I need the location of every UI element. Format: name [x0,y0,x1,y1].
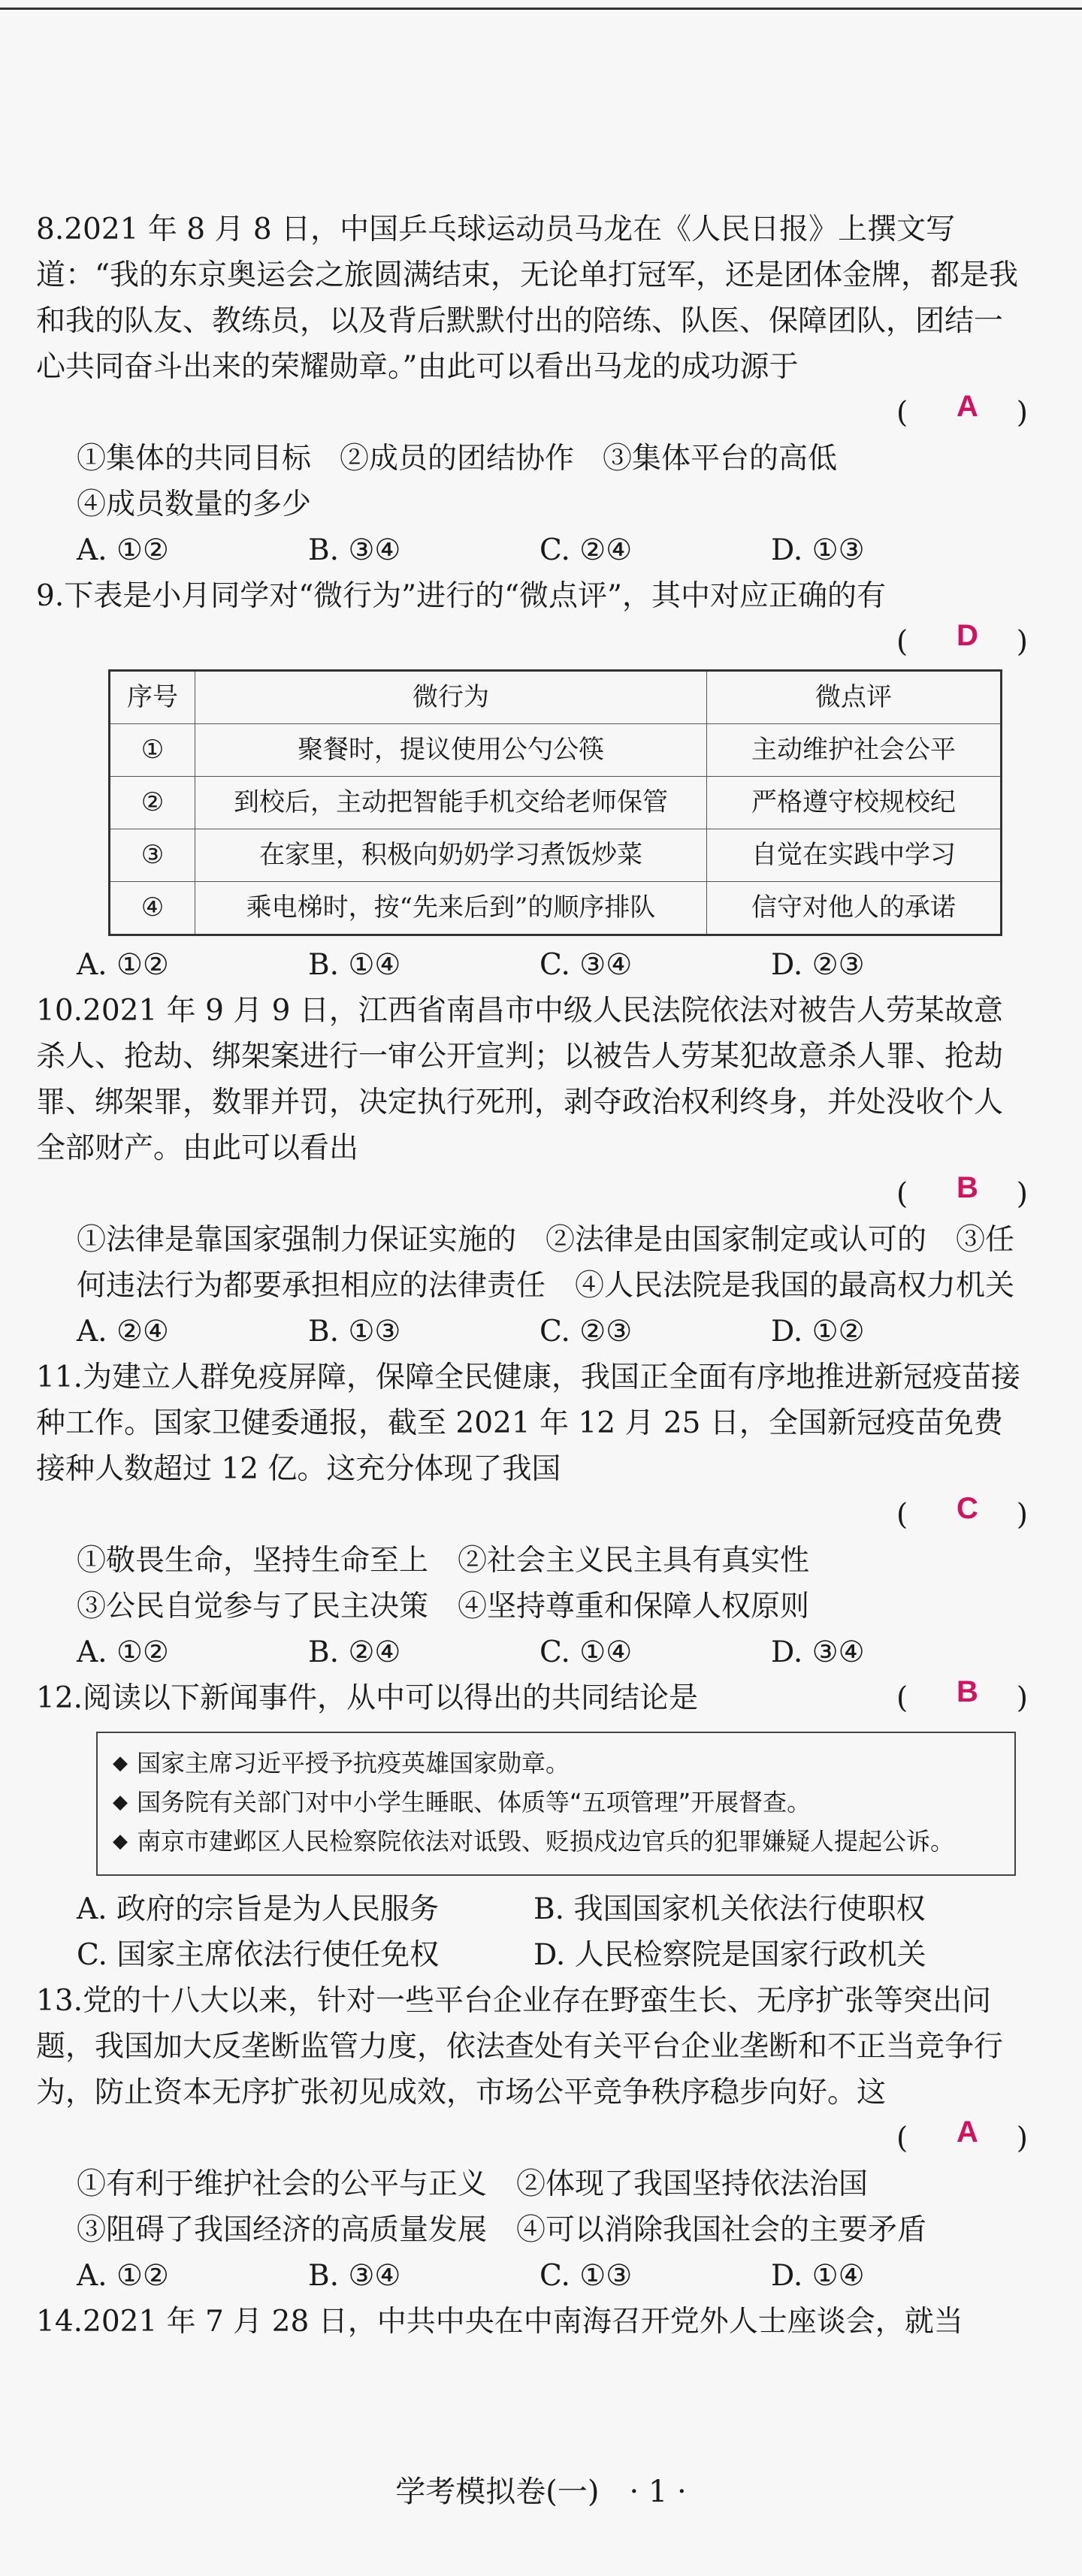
answer-bracket: ( A ) [896,390,1028,436]
statement: ①集体的共同目标 [77,442,312,476]
answer-mark: D [957,619,978,652]
page-footer: 学考模拟卷(一) · 1 · [395,2475,687,2509]
statement: ③集体平台的高低 [603,442,838,476]
table-cell: ① [110,724,195,777]
question-9 [36,573,1028,988]
answer-bracket: ( C ) [896,1492,1028,1538]
news-item: ◆ 南京市建邺区人民检察院依法对诋毁、贬损戍边官兵的犯罪嫌疑人提起公诉。 [113,1822,999,1861]
statements: ③公民自觉参与了民主决策 ④坚持尊重和保障人权原则 [77,1590,810,1623]
option-c: C. ②④ [539,533,633,567]
answer-bracket: ( A ) [896,2115,1028,2161]
table-row [110,829,1002,882]
table-row [110,724,1002,777]
question-10 [36,988,1028,1354]
answer-mark: B [957,1171,978,1204]
question-number: 11. [36,1360,83,1394]
table-cell: 乘电梯时，按“先来后到”的顺序排队 [195,882,707,935]
question-page [36,207,1028,2345]
table-header: 序号 [110,671,195,724]
question-stem: 2021 年 8 月 8 日，中国乒乓球运动员马龙在《人民日报》上撰文写道：“我的东京奥运会之旅圆满结束，无论单打冠军，还是团体金牌，都是我和我的队友、教练员，以及背后默默付出的陪练、队医、保障团队，团结一心共同奋斗出来的荣耀勋章。”由此可以看出马龙的成功源于 [36,213,1018,384]
option-b: B. ①④ [308,948,401,982]
answer-mark: A [957,2115,978,2149]
option-c: C. ③④ [539,948,633,982]
news-box [96,1732,1016,1876]
question-11 [36,1354,1028,1675]
option-c: C. ②③ [539,1315,633,1348]
table-row [110,777,1002,829]
option-a: A. ①② [77,1635,169,1669]
question-number: 8. [36,213,65,246]
statements: ①法律是靠国家强制力保证实施的 ②法律是由国家制定或认可的 ③任何违法行为都要承担相应的法律责任 ④人民法院是我国的最高权力机关 [77,1223,1015,1303]
table-row [110,882,1002,935]
news-item: ◆ 国务院有关部门对中小学生睡眠、体质等“五项管理”开展督查。 [113,1783,999,1822]
news-item: ◆ 国家主席习近平授予抗疫英雄国家勋章。 [113,1744,999,1783]
table-cell: 信守对他人的承诺 [707,882,1002,935]
table-cell: 主动维护社会公平 [707,724,1002,777]
question-stem: 为建立人群免疫屏障，保障全民健康，我国正全面有序地推进新冠疫苗接种工作。国家卫健委通报，截至 2021 年 12 月 25 日，全国新冠疫苗免费接种人数超过 12 亿。这充分体现了我国 [36,1360,1021,1486]
option-a: A. ①② [77,2259,169,2293]
statement: ②成员的团结协作 [340,442,575,476]
question-13 [36,1978,1028,2299]
option-c: C. 国家主席依法行使任免权 [77,1938,440,1972]
option-b: B. ①③ [308,1315,401,1348]
option-c: C. ①③ [539,2259,633,2293]
question-number: 10. [36,994,83,1028]
option-b: B. ③④ [308,2259,401,2293]
question-stem: 下表是小月同学对“微行为”进行的“微点评”，其中对应正确的有 [64,579,886,613]
answer-mark: C [957,1492,978,1525]
question-stem: 党的十八大以来，针对一些平台企业存在野蛮生长、无序扩张等突出问题，我国加大反垄断监管力度，依法查处有关平台企业垄断和不正当竞争行为，防止资本无序扩张初见成效，市场公平竞争秩序稳步向好。这 [36,1984,1004,2109]
option-b: B. ②④ [308,1635,401,1669]
option-b: B. 我国国家机关依法行使职权 [533,1892,926,1926]
option-a: A. 政府的宗旨是为人民服务 [77,1892,439,1926]
table-cell: 聚餐时，提议使用公勺公筷 [195,724,707,777]
answer-bracket: ( B ) [896,1171,1028,1217]
question-stem: 2021 年 7 月 28 日，中共中央在中南海召开党外人士座谈会，就当 [83,2305,963,2339]
option-d: D. ①④ [771,2259,865,2293]
option-d: D. 人民检察院是国家行政机关 [533,1938,926,1972]
top-rule [0,8,1082,10]
table-cell: 自觉在实践中学习 [707,829,1002,882]
table-header: 微行为 [195,671,707,724]
answer-mark: A [957,390,978,423]
question-number: 9. [36,579,65,613]
answer-bracket: ( B ) [896,1675,1028,1721]
question-14 [36,2299,1028,2345]
answer-mark: B [957,1675,978,1708]
option-a: A. ①② [77,533,169,567]
answer-bracket: ( D ) [896,619,1028,665]
option-d: D. ①② [771,1315,865,1348]
table-cell: ④ [110,882,195,935]
statements: ①有利于维护社会的公平与正义 ②体现了我国坚持依法治国 [77,2167,869,2201]
table-cell: ② [110,777,195,829]
statements: ③阻碍了我国经济的高质量发展 ④可以消除我国社会的主要矛盾 [77,2213,927,2247]
question-12 [36,1675,1028,1978]
option-d: D. ①③ [771,533,865,567]
table-header: 微点评 [707,671,1002,724]
table-cell: ③ [110,829,195,882]
option-a: A. ①② [77,948,169,982]
question-number: 14. [36,2305,83,2339]
option-c: C. ①④ [539,1635,633,1669]
question-stem: 2021 年 9 月 9 日，江西省南昌市中级人民法院依法对被告人劳某故意杀人、抢劫、绑架案进行一审公开宣判；以被告人劳某犯故意杀人罪、抢劫罪、绑架罪，数罪并罚，决定执行死刑，剥夺政治权利终身，并处没收个人全部财产。由此可以看出 [36,994,1004,1165]
statement: ④成员数量的多少 [77,488,312,521]
option-d: D. ③④ [771,1635,865,1669]
question-number: 12. [36,1681,83,1715]
question-8 [36,207,1028,573]
option-b: B. ③④ [308,533,401,567]
question-stem: 阅读以下新闻事件，从中可以得出的共同结论是 [83,1681,699,1715]
question-number: 13. [36,1984,83,2018]
statements: ①敬畏生命，坚持生命至上 ②社会主义民主具有真实性 [77,1544,810,1578]
table-cell: 严格遵守校规校纪 [707,777,1002,829]
option-d: D. ②③ [771,948,865,982]
behavior-table [108,669,1002,936]
table-cell: 在家里，积极向奶奶学习煮饭炒菜 [195,829,707,882]
option-a: A. ②④ [77,1315,169,1348]
table-cell: 到校后，主动把智能手机交给老师保管 [195,777,707,829]
